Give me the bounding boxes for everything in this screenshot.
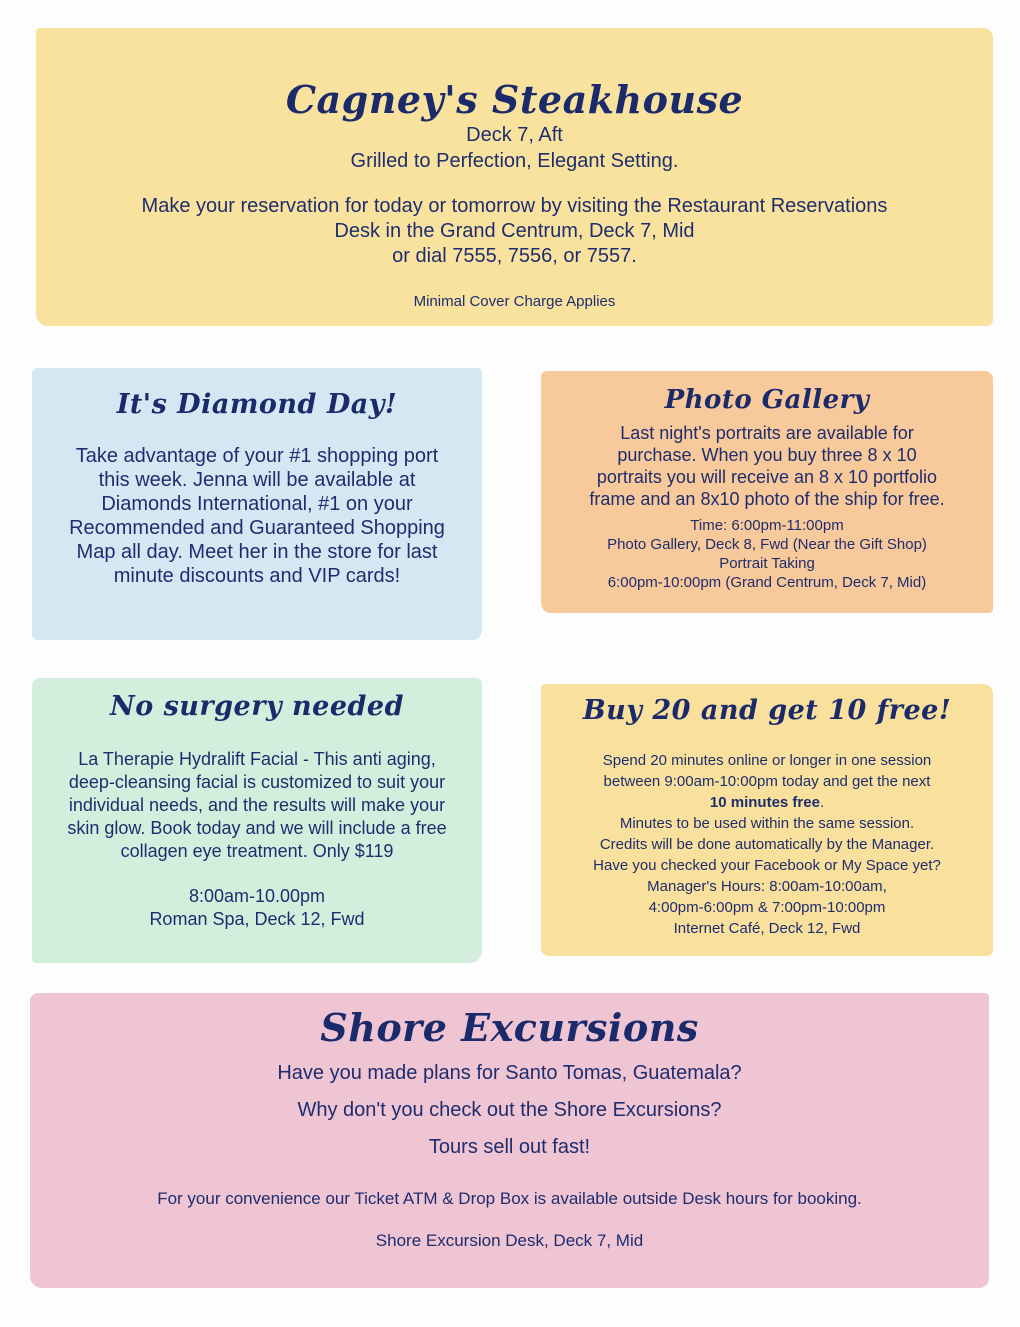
shore-question: Have you made plans for Santo Tomas, Guatemala? [277,1062,742,1084]
photo-gallery-details [541,516,993,592]
buy20-line: Manager's Hours: 8:00am-10:00am, [647,878,887,895]
cagneys-cover-note: Minimal Cover Charge Applies [413,293,616,310]
no-surgery-location: Roman Spa, Deck 12, Fwd [149,909,365,929]
shore-desk-location: Shore Excursion Desk, Deck 7, Mid [375,1231,644,1250]
buy20-panel [541,684,993,956]
cagneys-reservation-line: Desk in the Grand Centrum, Deck 7, Mid [334,220,695,242]
cagneys-reservation-line: or dial 7555, 7556, or 7557. [392,245,637,267]
diamond-day-panel [32,368,482,640]
shore-question: Why don't you check out the Shore Excursions? [297,1099,722,1121]
photo-gallery-detail: 6:00pm-10:00pm (Grand Centrum, Deck 7, Mid) [607,574,927,591]
shore-excursions-title: Shore Excursions [320,1005,699,1050]
no-surgery-line: skin glow. Book today and we will include a free [67,818,447,838]
buy20-line: Minutes to be used within the same session. [619,815,915,832]
buy20-line: between 9:00am-10:00pm today and get the next [603,773,931,790]
shore-atm-note: For your convenience our Ticket ATM & Drop Box is available outside Desk hours for booking. [157,1189,862,1208]
photo-gallery-line: frame and an 8x10 photo of the ship for free. [589,489,945,509]
buy20-line-offer [541,792,993,813]
diamond-day-line: Recommended and Guaranteed Shopping [69,517,445,539]
buy20-title: Buy 20 and get 10 free! [582,695,952,726]
buy20-line: 4:00pm-6:00pm & 7:00pm-10:00pm [648,899,886,916]
no-surgery-panel [32,678,482,963]
buy20-line: Credits will be done automatically by the Manager. [599,836,935,853]
no-surgery-line: collagen eye treatment. Only $119 [120,841,394,861]
buy20-body [541,750,993,939]
diamond-day-title: It's Diamond Day! [116,389,398,420]
buy20-line: Have you checked your Facebook or My Space yet? [593,857,941,874]
photo-gallery-line: portraits you will receive an 8 x 10 portfolio [596,467,938,487]
no-surgery-hours-block [32,885,482,931]
photo-gallery-detail: Photo Gallery, Deck 8, Fwd (Near the Gift Shop) [607,536,927,553]
diamond-day-body [32,444,482,588]
diamond-day-line: Diamonds International, #1 on your [101,493,413,515]
diamond-day-line: minute discounts and VIP cards! [113,565,401,587]
diamond-day-line: Map all day. Meet her in the store for last [76,541,438,563]
buy20-line: Spend 20 minutes online or longer in one session [602,752,932,769]
photo-gallery-line: Last night's portraits are available for [620,423,914,443]
cagneys-reservation-line: Make your reservation for today or tomorrow by visiting the Restaurant Reservations [141,195,888,217]
no-surgery-line: deep-cleansing facial is customized to suit your [68,772,446,792]
buy20-offer-bold: 10 minutes free [709,794,820,811]
shore-question: Tours sell out fast! [428,1136,591,1158]
diamond-day-line: Take advantage of your #1 shopping port [75,445,439,467]
diamond-day-line: this week. Jenna will be available at [98,469,416,491]
shore-excursions-panel [30,993,989,1288]
photo-gallery-body [541,422,993,510]
no-surgery-body [32,748,482,863]
photo-gallery-detail: Time: 6:00pm-11:00pm [690,517,844,534]
photo-gallery-detail: Portrait Taking [719,555,815,572]
photo-gallery-title: Photo Gallery [664,385,870,415]
no-surgery-title: No surgery needed [110,691,404,722]
photo-gallery-line: purchase. When you buy three 8 x 10 [617,445,917,465]
no-surgery-line: individual needs, and the results will make your [68,795,446,815]
buy20-line: Internet Café, Deck 12, Fwd [673,920,861,937]
buy20-offer-end: . [819,794,825,811]
cagneys-location: Deck 7, Aft [466,124,563,146]
no-surgery-line: La Therapie Hydralift Facial - This anti aging, [78,749,436,769]
cagneys-steakhouse-panel [36,28,993,326]
cagneys-tagline: Grilled to Perfection, Elegant Setting. [350,150,679,172]
cagneys-reservation-text [36,194,993,269]
cagneys-title: Cagney's Steakhouse [285,77,744,122]
no-surgery-hours: 8:00am-10.00pm [188,886,326,906]
photo-gallery-panel [541,371,993,613]
